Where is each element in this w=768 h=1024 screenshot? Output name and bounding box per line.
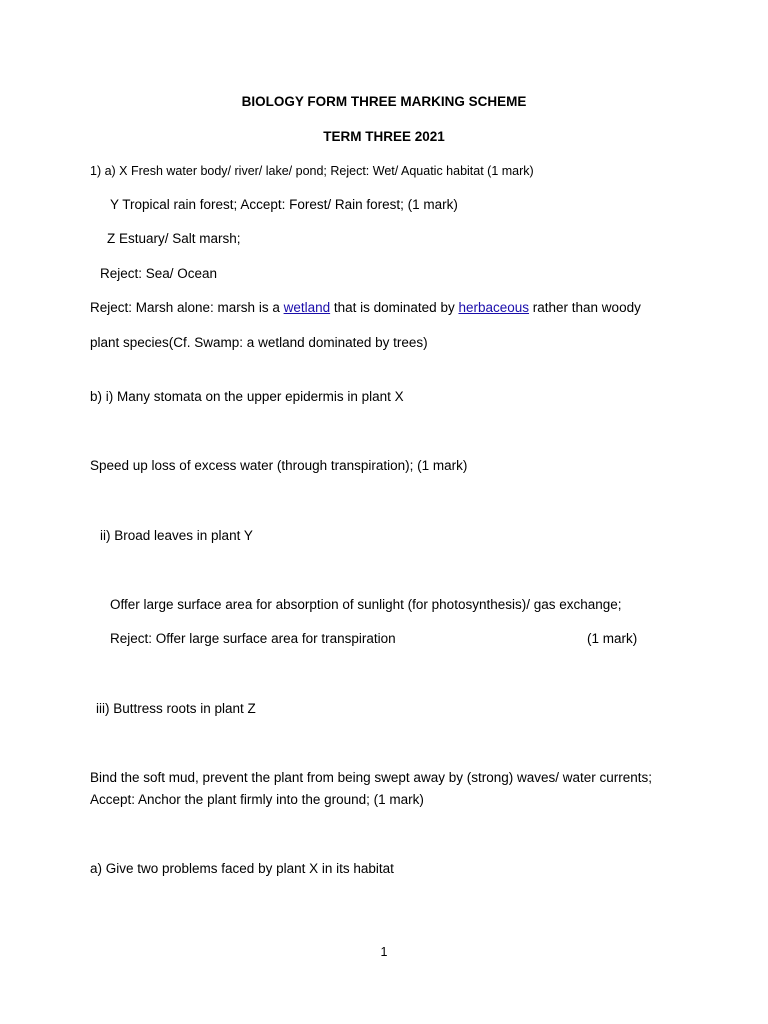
marsh-text-part1: Reject: Marsh alone: marsh is a (90, 300, 284, 315)
document-subtitle: TERM THREE 2021 (323, 129, 445, 144)
question-1b-iii: iii) Buttress roots in plant Z (96, 701, 256, 716)
page-number: 1 (380, 945, 388, 959)
marsh-reject-line-2: plant species(Cf. Swamp: a wetland dominated by trees) (90, 335, 428, 350)
answer-1a-z: Z Estuary/ Salt marsh; (107, 231, 241, 246)
document-title: BIOLOGY FORM THREE MARKING SCHEME (241, 94, 527, 109)
answer-1b-ii-reject: Reject: Offer large surface area for transpiration (110, 631, 396, 646)
answer-1b-ii-mark: (1 mark) (587, 631, 638, 646)
answer-1a-y: Y Tropical rain forest; Accept: Forest/ Rain forest; (1 mark) (110, 197, 458, 212)
answer-1b-iii-line1: Bind the soft mud, prevent the plant from being swept away by (strong) waves/ water currents; (90, 770, 653, 785)
marsh-reject-line (90, 299, 641, 317)
marsh-text-part2: that is dominated by (330, 300, 459, 315)
answer-1b-iii-line2: Accept: Anchor the plant firmly into the ground; (1 mark) (90, 792, 424, 807)
answer-1b-i: Speed up loss of excess water (through transpiration); (1 mark) (90, 458, 468, 473)
answer-1b-ii: Offer large surface area for absorption of sunlight (for photosynthesis)/ gas exchange; (110, 597, 622, 612)
answer-1b-ii-reject-row (110, 630, 670, 648)
marsh-text-part3: rather than woody (529, 300, 641, 315)
question-1b-ii: ii) Broad leaves in plant Y (100, 528, 253, 543)
question-1b-i: b) i) Many stomata on the upper epidermis in plant X (90, 389, 404, 404)
answer-1a-x: 1) a) X Fresh water body/ river/ lake/ pond; Reject: Wet/ Aquatic habitat (1 mark) (90, 164, 534, 178)
herbaceous-link[interactable]: herbaceous (458, 300, 530, 315)
question-next: a) Give two problems faced by plant X in its habitat (90, 861, 394, 876)
wetland-link[interactable]: wetland (283, 300, 331, 315)
answer-1a-reject-sea: Reject: Sea/ Ocean (100, 266, 218, 281)
